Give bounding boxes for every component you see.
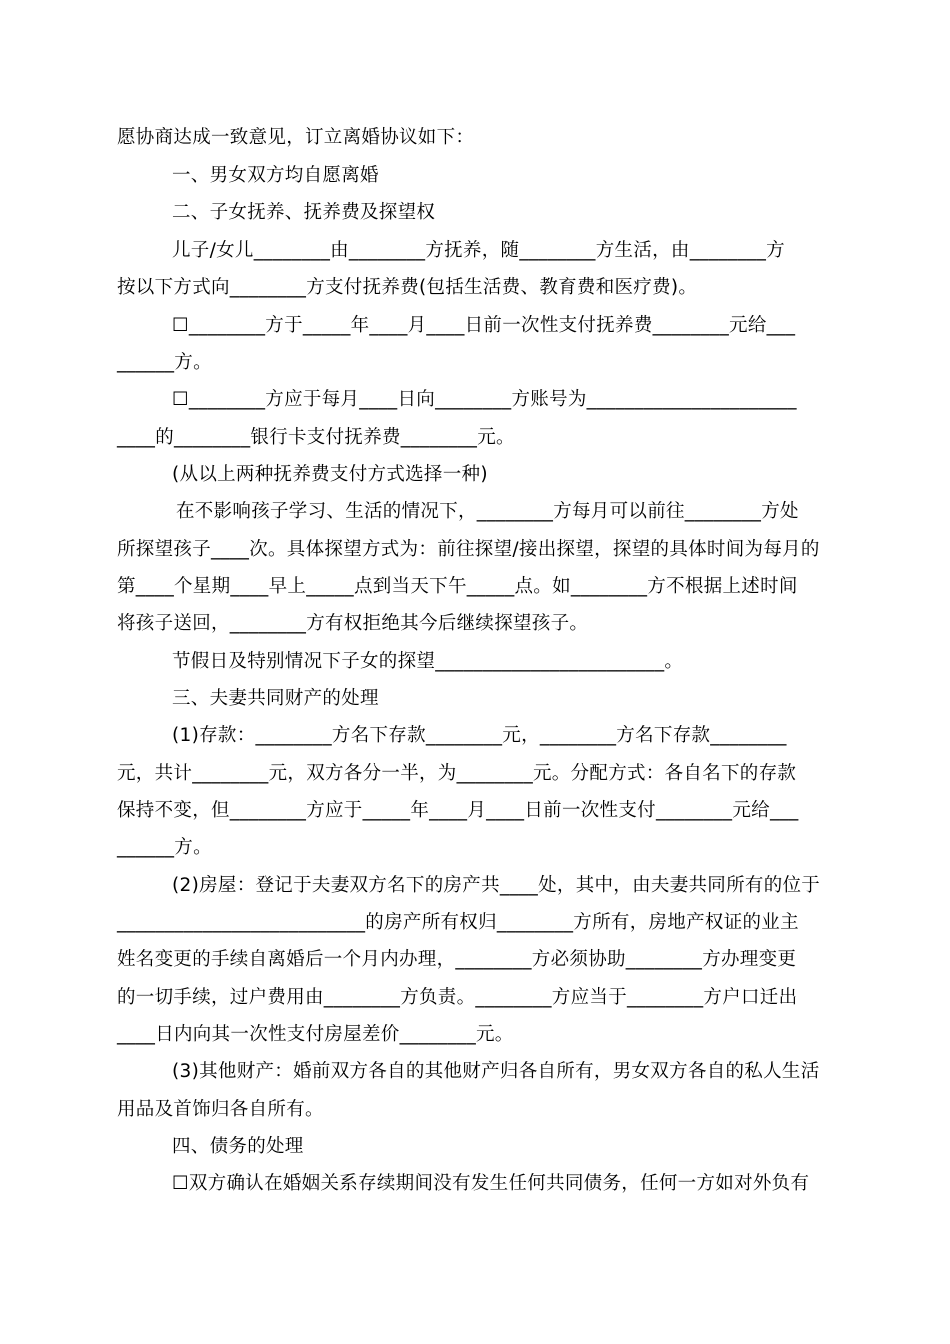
- section-heading-1: 一、男女双方均自愿离婚: [172, 165, 379, 186]
- doc-line-13: 第____个星期____早上_____点到当天下午_____点。如________方不根据上述时间: [117, 576, 798, 597]
- doc-line-14: 将孩子送回，________方有权拒绝其今后继续探望孩子。: [117, 613, 589, 634]
- doc-line-26: (3)其他财产：婚前双方各自的其他财产归各自所有，男女双方各自的私人生活: [172, 1061, 820, 1082]
- doc-line-18: 元，共计________元，双方各分一半，为________元。分配方式：各自名下的存款: [117, 763, 797, 784]
- doc-line-11: 在不影响孩子学习、生活的情况下，________方每月可以前往________方处: [176, 501, 799, 522]
- doc-line-17: (1)存款：________方名下存款________元，________方名下存款________: [172, 725, 787, 746]
- section-heading-4: 四、债务的处理: [172, 1136, 304, 1157]
- doc-line-7: ______方。: [117, 352, 212, 373]
- doc-line-19: 保持不变，但________方应于_____年____月____日前一次性支付________元给___: [117, 800, 799, 821]
- doc-line-21: (2)房屋：登记于夫妻双方名下的房产共____处，其中，由夫妻共同所有的位于: [172, 875, 821, 896]
- section-heading-3: 三、夫妻共同财产的处理: [172, 688, 379, 709]
- section-heading-2: 二、子女抚养、抚养费及探望权: [172, 202, 436, 223]
- doc-line-9: ____的________银行卡支付抚养费________元。: [117, 427, 515, 448]
- doc-line-23: 姓名变更的手续自离婚后一个月内办理，________方必须协助________方办理变更: [117, 949, 797, 970]
- doc-line-22: __________________________的房产所有权归________方所有，房地产权证的业主: [117, 912, 799, 933]
- doc-line-24: 的一切手续，过户费用由________方负责。________方应当于________方户口迁出: [117, 987, 798, 1008]
- doc-line-27: 用品及首饰归各自所有。: [117, 1099, 324, 1120]
- checkbox-option-3: ☐双方确认在婚姻关系存续期间没有发生任何共同债务，任何一方如对外负有: [172, 1173, 810, 1194]
- doc-line-5: 按以下方式向________方支付抚养费(包括生活费、教育费和医疗费)。: [117, 277, 698, 298]
- doc-line-25: ____日内向其一次性支付房屋差价________元。: [117, 1024, 514, 1045]
- doc-line-1: 愿协商达成一致意见，订立离婚协议如下：: [117, 127, 475, 148]
- doc-line-12: 所探望孩子____次。具体探望方式为：前往探望/接出探望，探望的具体时间为每月的: [117, 539, 820, 560]
- doc-note: (从以上两种抚养费支付方式选择一种): [172, 464, 488, 485]
- checkbox-option-1: ☐________方于_____年____月____日前一次性支付抚养费________元给___: [172, 315, 796, 336]
- doc-line-20: ______方。: [117, 837, 212, 858]
- checkbox-option-2: ☐________方应于每月____日向________方账号为______________________: [172, 389, 797, 410]
- doc-line-4: 儿子/女儿________由________方抚养，随________方生活，由________方: [172, 240, 785, 261]
- doc-line-15: 节假日及特别情况下子女的探望________________________。: [172, 651, 684, 672]
